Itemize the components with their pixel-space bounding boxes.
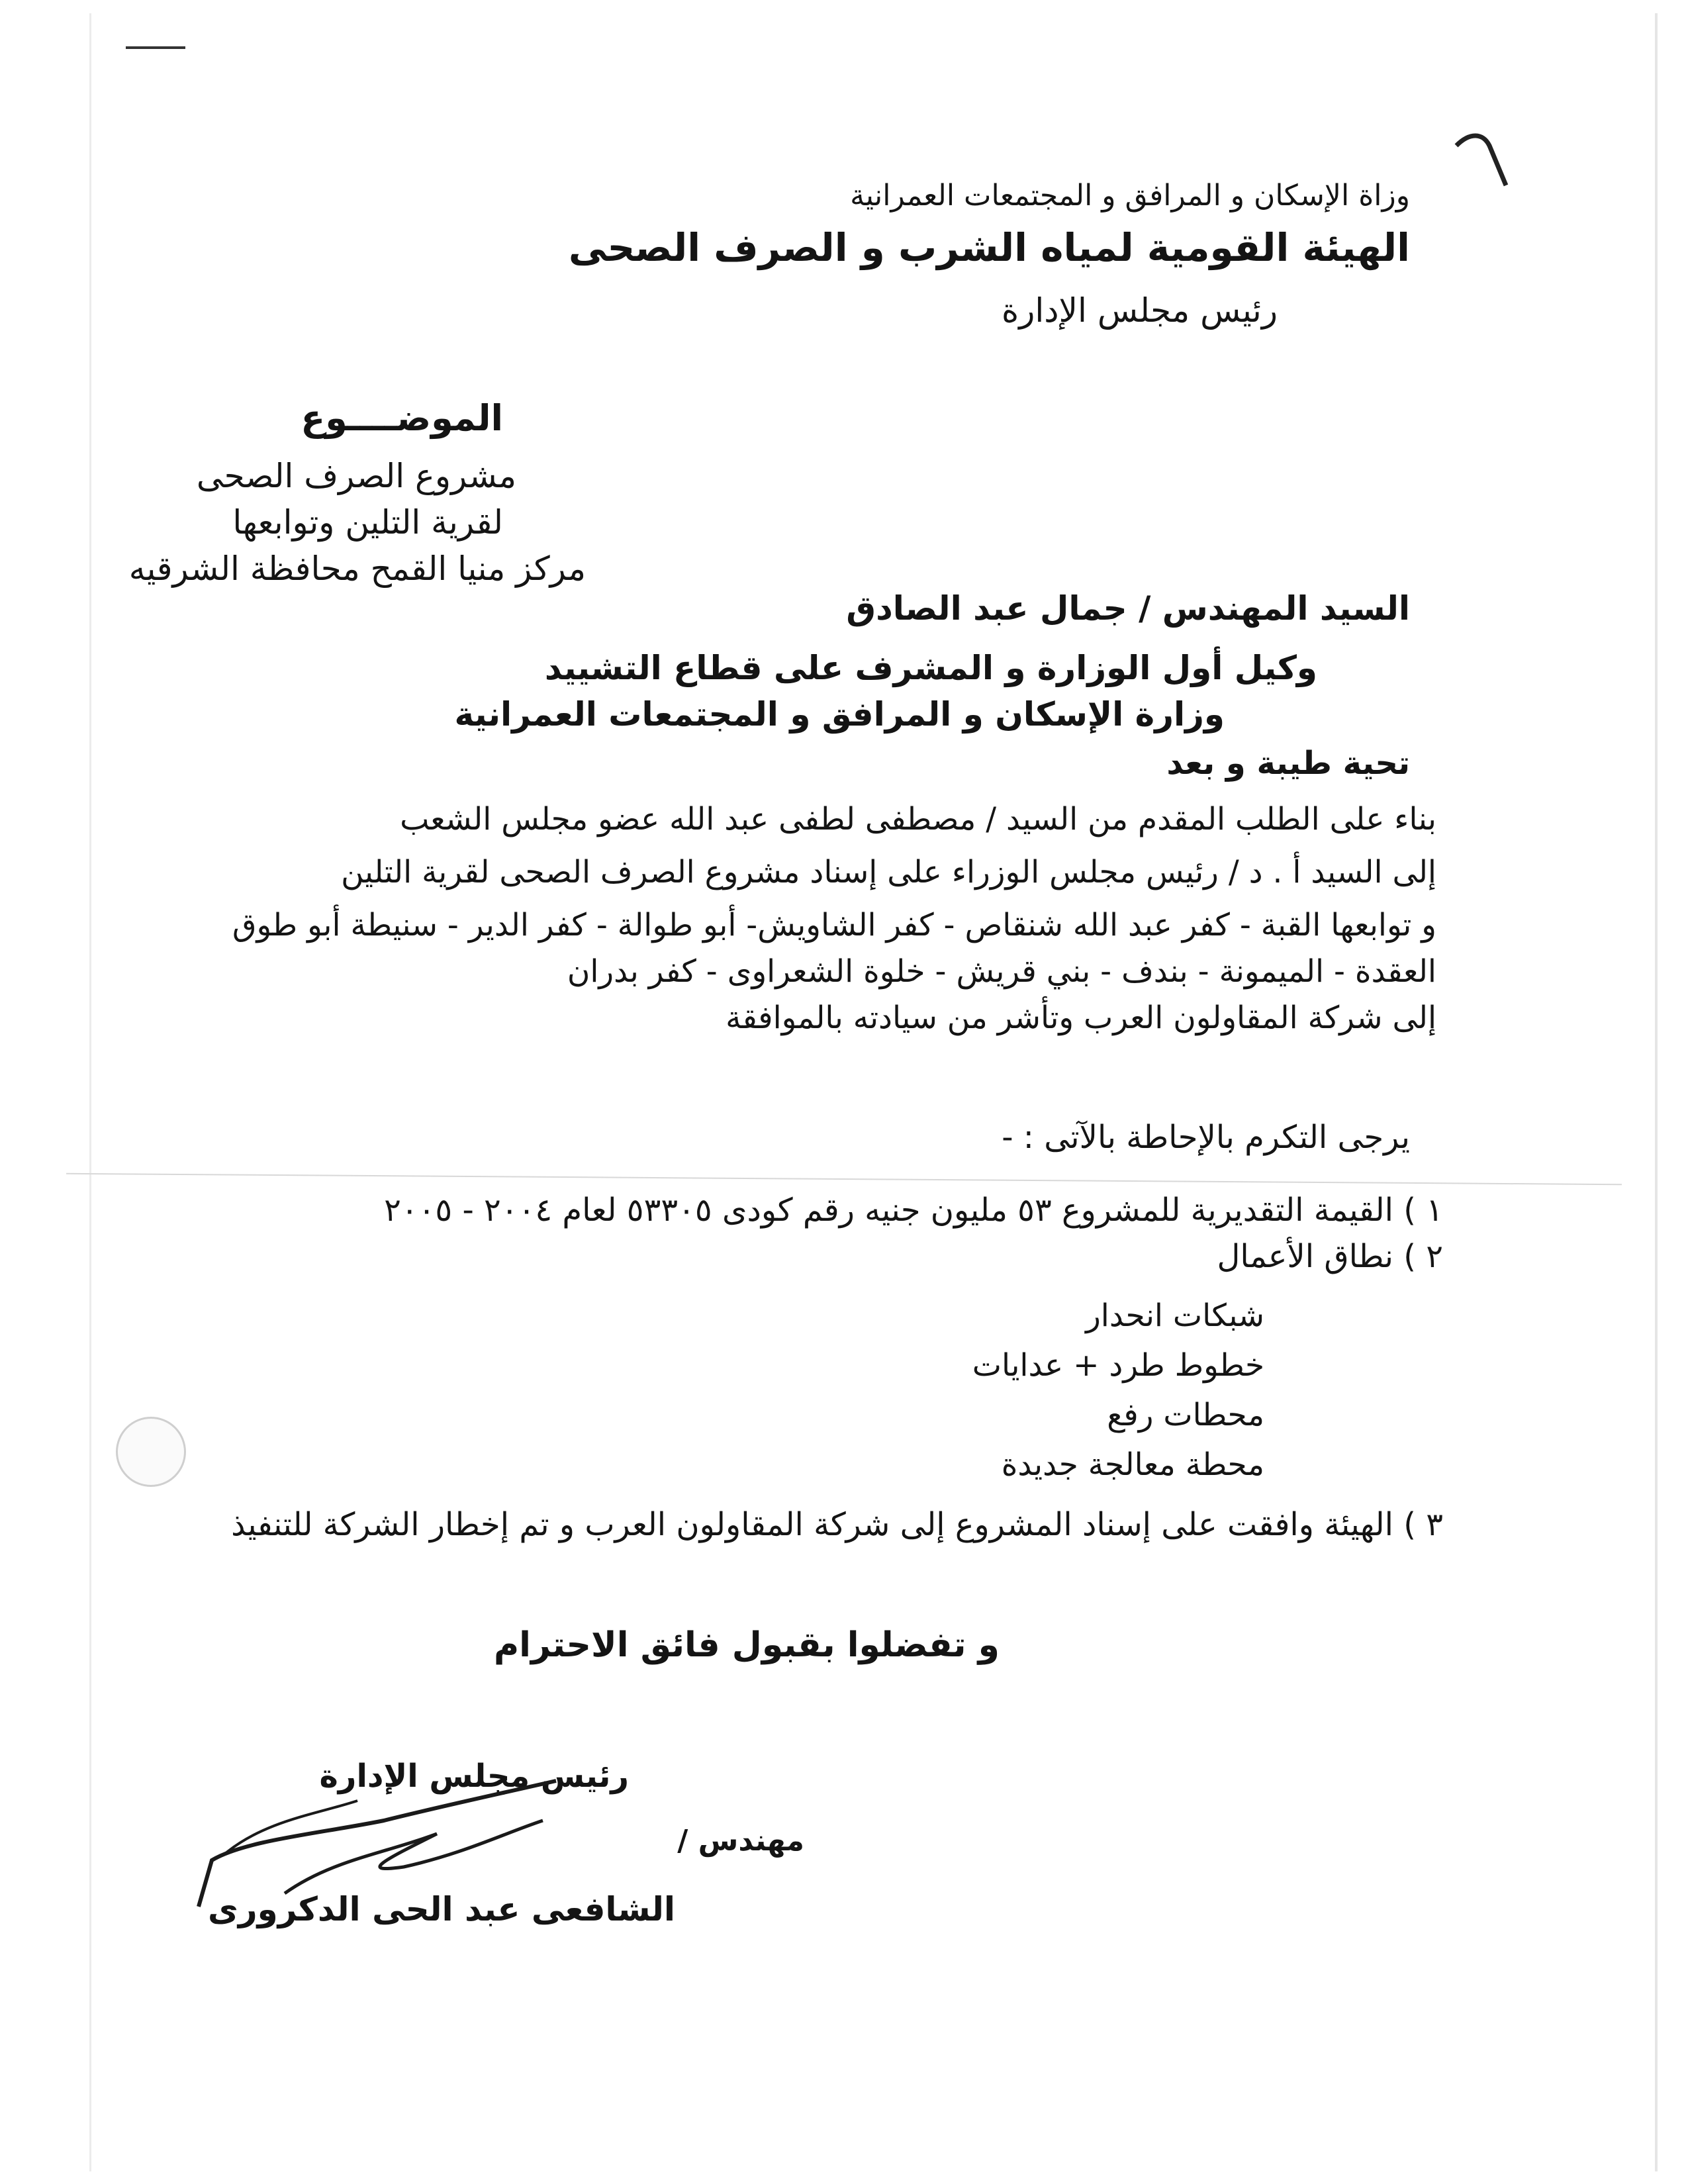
intro-line: يرجى التكرم بالإحاطة بالآتى : - <box>1002 1119 1410 1156</box>
page-number-mark <box>1443 126 1523 199</box>
fold-line <box>66 1173 1622 1185</box>
subject-line: مشروع الصرف الصحى <box>196 457 516 495</box>
position-title: رئيس مجلس الإدارة <box>1002 291 1278 330</box>
body-line: و توابعها القبة - كفر عبد الله شنقاص - كفر الشاويش- أبو طوالة - كفر الدير - سنيطة أبو طوق <box>232 907 1436 943</box>
scan-edge-left <box>89 13 91 2171</box>
closing-line: و تفضلوا بقبول فائق الاحترام <box>494 1625 1000 1665</box>
addressee-line: وكيل أول الوزارة و المشرف على قطاع التشييد <box>544 649 1317 687</box>
body-line: إلى شركة المقاولون العرب وتأشر من سيادته بالموافقة <box>726 1000 1436 1036</box>
scope-item: شبكات انحدار <box>1086 1298 1264 1334</box>
subject-heading: الموضــــوع <box>301 397 503 439</box>
punch-hole <box>116 1417 186 1487</box>
scope-item: محطة معالجة جديدة <box>1001 1447 1264 1483</box>
scan-edge-right <box>1655 13 1658 2171</box>
signature-engineer-label: مهندس / <box>677 1824 804 1858</box>
signature-title: رئيس مجلس الإدارة <box>319 1758 629 1795</box>
body-line: بناء على الطلب المقدم من السيد / مصطفى لطفى عبد الله عضو مجلس الشعب <box>400 801 1436 837</box>
subject-line: لقرية التلين وتوابعها <box>232 503 503 542</box>
scope-item: محطات رفع <box>1107 1397 1264 1433</box>
handwritten-signature <box>185 1761 583 1920</box>
list-item-3: ٣ ) الهيئة وافقت على إسناد المشروع إلى شركة المقاولون العرب و تم إخطار الشركة للتنفيذ <box>231 1506 1443 1543</box>
ministry-name: وزاة الإسكان و المرافق و المجتمعات العمرانية <box>850 179 1410 213</box>
authority-name: الهيئة القومية لمياه الشرب و الصرف الصحى <box>568 225 1410 270</box>
body-line: إلى السيد أ . د / رئيس مجلس الوزراء على إسناد مشروع الصرف الصحى لقرية التلين <box>341 854 1436 890</box>
scope-item: خطوط طرد + عدايات <box>972 1347 1264 1384</box>
scan-corner-mark <box>126 46 185 49</box>
list-item-2: ٢ ) نطاق الأعمال <box>1217 1238 1443 1275</box>
signature-name: الشافعى عبد الحى الدكرورى <box>208 1890 675 1928</box>
body-line: العقدة - الميمونة - بندف - بني قريش - خلوة الشعراوى - كفر بدران <box>567 953 1436 990</box>
greeting: تحية طيبة و بعد <box>1166 745 1410 782</box>
addressee-line: وزارة الإسكان و المرافق و المجتمعات العمرانية <box>454 695 1225 734</box>
subject-line: مركز منيا القمح محافظة الشرقيه <box>128 549 586 588</box>
list-item-1: ١ ) القيمة التقديرية للمشروع ٥٣ مليون جنيه رقم كودى ٥٣٣٠٥ لعام ٢٠٠٤ - ٢٠٠٥ <box>384 1192 1443 1229</box>
addressee-line: السيد المهندس / جمال عبد الصادق <box>846 589 1410 628</box>
